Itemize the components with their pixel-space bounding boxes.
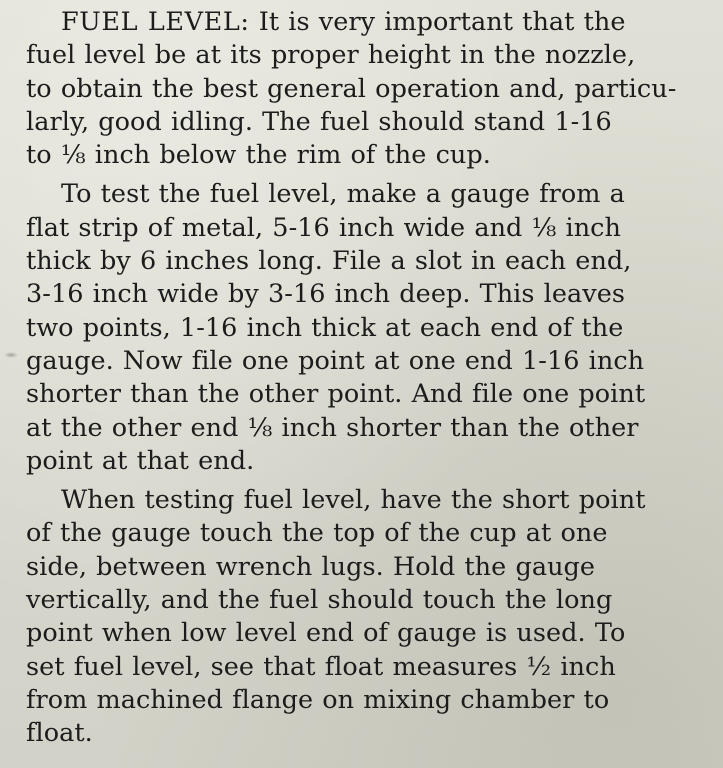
text-line: side, between wrench lugs. Hold the gauge bbox=[26, 551, 596, 582]
paragraph-test-fuel-level bbox=[26, 178, 701, 478]
text-line: larly, good idling. The fuel should stand 1-16 bbox=[26, 106, 612, 137]
text-line: to obtain the best general operation and, particu- bbox=[26, 73, 677, 104]
text-line: two points, 1-16 inch thick at each end of the bbox=[26, 312, 624, 343]
text-line: at the other end ⅛ inch shorter than the other bbox=[26, 412, 639, 443]
text-line: set fuel level, see that float measures ½ inch bbox=[26, 651, 616, 682]
text-line: from machined flange on mixing chamber to bbox=[26, 684, 610, 715]
text-line: To test the fuel level, make a gauge from a bbox=[61, 179, 625, 210]
text-line-content: It is very important that the bbox=[249, 7, 626, 37]
text-line: float. bbox=[26, 718, 93, 749]
text-line bbox=[26, 6, 701, 39]
paragraph-testing-procedure bbox=[26, 484, 701, 750]
text-line: When testing fuel level, have the short point bbox=[61, 485, 646, 516]
text-line: thick by 6 inches long. File a slot in each end, bbox=[26, 246, 632, 277]
text-line: to ⅛ inch below the rim of the cup. bbox=[26, 140, 491, 171]
paper-speck bbox=[4, 352, 18, 358]
text-line: 3-16 inch wide by 3-16 inch deep. This leaves bbox=[26, 279, 626, 310]
paragraph-fuel-level-intro bbox=[26, 6, 701, 172]
text-line: vertically, and the fuel should touch the long bbox=[26, 585, 613, 616]
text-line: gauge. Now file one point at one end 1-16 inch bbox=[26, 345, 645, 376]
text-line: point when low level end of gauge is used. To bbox=[26, 618, 626, 649]
text-line: of the gauge touch the top of the cup at one bbox=[26, 518, 608, 549]
section-heading: FUEL LEVEL: bbox=[61, 7, 250, 37]
text-line: point at that end. bbox=[26, 445, 255, 476]
text-line: flat strip of metal, 5-16 inch wide and ⅛ inch bbox=[26, 212, 621, 243]
text-line: fuel level be at its proper height in the nozzle, bbox=[26, 40, 636, 71]
text-line: shorter than the other point. And file one point bbox=[26, 379, 646, 410]
